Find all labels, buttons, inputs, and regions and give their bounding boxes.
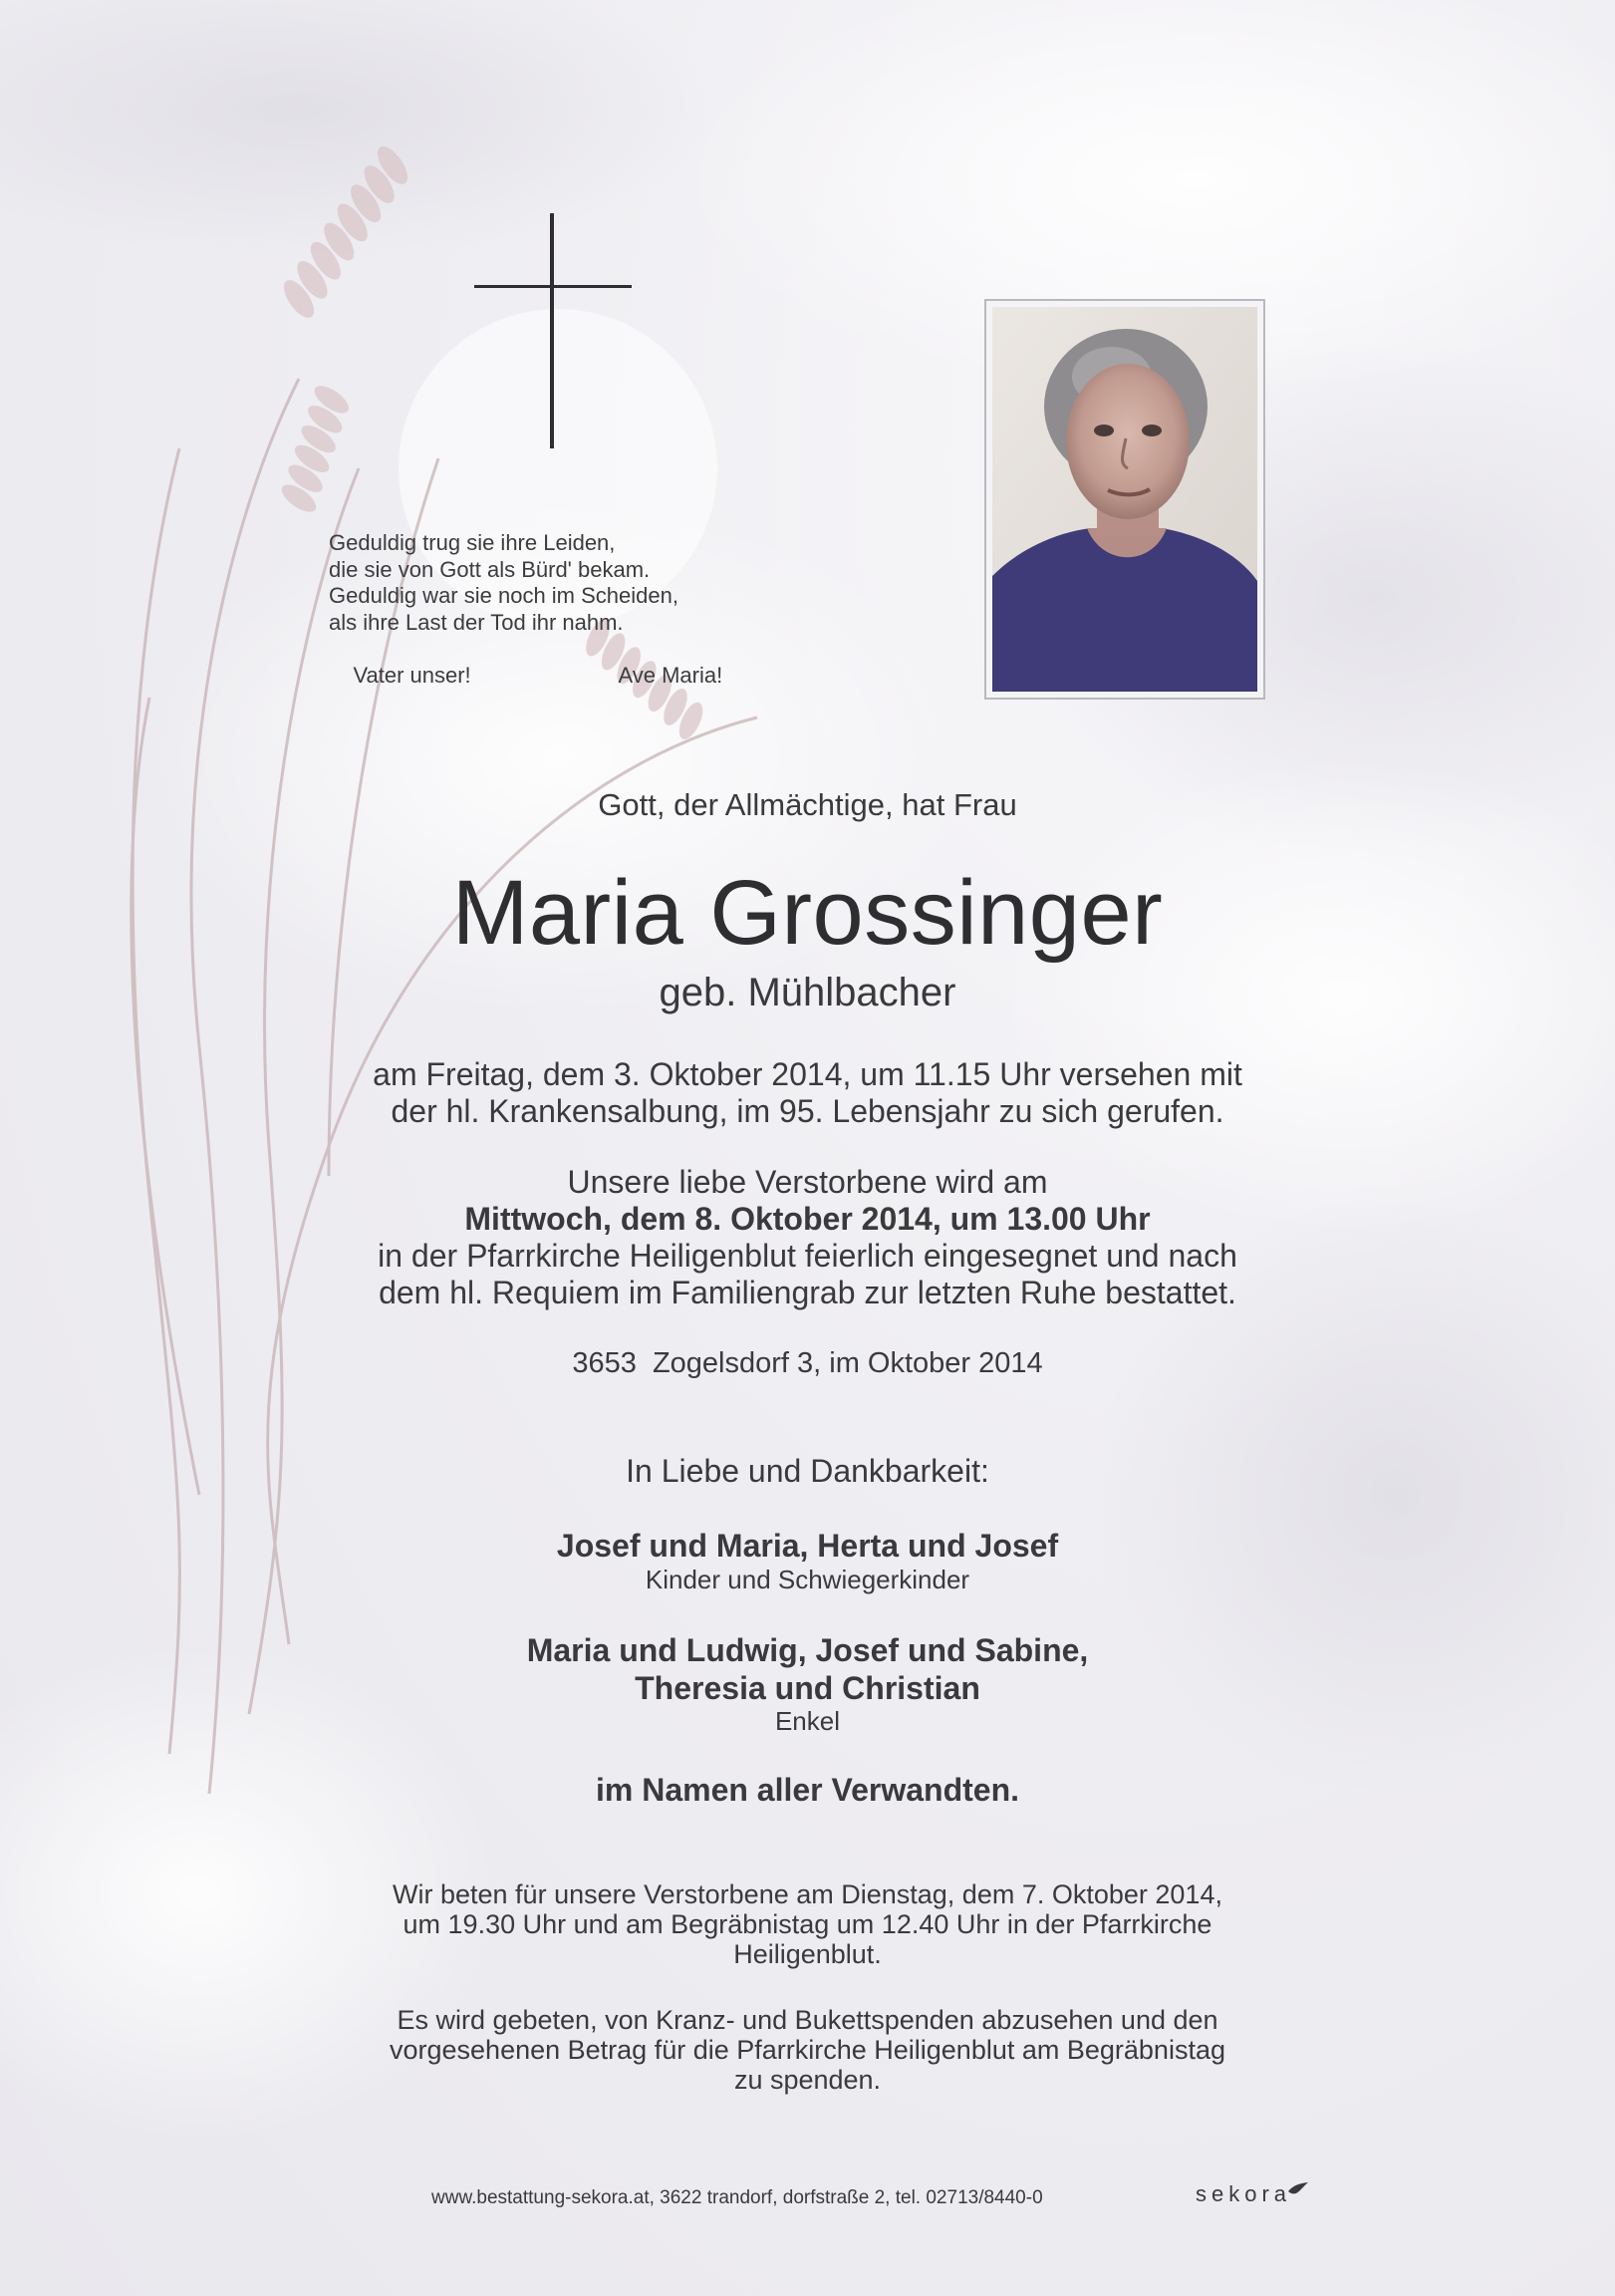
donation-notice-line: Es wird gebeten, von Kranz- und Bukettspenden abzusehen und den [397,2005,1218,2035]
poem-closing-right: Ave Maria! [618,662,723,688]
donation-notice-line: zu spenden. [733,2065,882,2095]
announcement-intro: Gott, der Allmächtige, hat Frau [598,787,1017,822]
place-and-date: 3653 Zogelsdorf 3, im Oktober 2014 [572,1347,1043,1379]
relatives-line: im Namen aller Verwandten. [595,1772,1020,1808]
poem-line: als ihre Last der Tod ihr nahm. [329,609,624,635]
funeral-notice-line: Unsere liebe Verstorbene wird am [567,1164,1048,1200]
funeral-notice-line: in der Pfarrkirche Heiligenblut feierlich eingesegnet und nach [378,1238,1237,1274]
grandchildren-line: Maria und Ludwig, Josef und Sabine, [526,1632,1089,1668]
poem-line: Geduldig trug sie ihre Leiden, [329,530,616,555]
death-notice [0,1056,1615,1130]
sekora-logo [1196,2181,1309,2207]
poem-closing-left: Vater unser! [353,662,471,688]
children-role: Kinder und Schwiegerkinder [645,1565,970,1594]
grandchildren-role: Enkel [774,1706,841,1736]
funeral-date: Mittwoch, dem 8. Oktober 2014, um 13.00 Uhr [464,1201,1151,1237]
cross-icon [474,213,632,448]
poem-closing-line [329,636,722,716]
grandchildren-names [0,1631,1615,1707]
funeral-notice [0,1164,1615,1311]
children-names: Josef und Maria, Herta und Josef [556,1528,1059,1564]
portrait-photo [992,307,1257,692]
maiden-name: geb. Mühlbacher [659,971,956,1014]
poem [329,530,722,716]
funeral-notice-line: dem hl. Requiem im Familiengrab zur letzten Ruhe bestattet. [379,1275,1236,1310]
poem-line: Geduldig war sie noch im Scheiden, [329,583,678,608]
grandchildren-line: Theresia und Christian [635,1670,980,1706]
mourners-intro: In Liebe und Dankbarkeit: [626,1453,989,1489]
donation-notice [0,2005,1615,2095]
prayer-notice-line: um 19.30 Uhr und am Begräbnistag um 12.40 Uhr in der Pfarrkirche [403,1909,1212,1939]
donation-notice-line: vorgesehenen Betrag für die Pfarrkirche Heiligenblut am Begräbnistag [390,2035,1225,2065]
logo-text: sekora [1196,2181,1292,2206]
dove-icon [1287,2181,1309,2197]
poem-line: die sie von Gott als Bürd' bekam. [329,556,651,582]
prayer-notice [0,1879,1615,1969]
death-notice-line: der hl. Krankensalbung, im 95. Lebensjahr zu sich gerufen. [391,1093,1224,1129]
death-notice-line: am Freitag, dem 3. Oktober 2014, um 11.15 Uhr versehen mit [373,1056,1242,1092]
prayer-notice-line: Wir beten für unsere Verstorbene am Dienstag, dem 7. Oktober 2014, [393,1879,1222,1909]
footer-contact: www.bestattung-sekora.at, 3622 trandorf, dorfstraße 2, tel. 02713/8440-0 [431,2187,1043,2208]
portrait-photo-frame [984,299,1265,700]
deceased-name: Maria Grossinger [451,862,1164,964]
prayer-notice-line: Heiligenblut. [733,1939,882,1969]
